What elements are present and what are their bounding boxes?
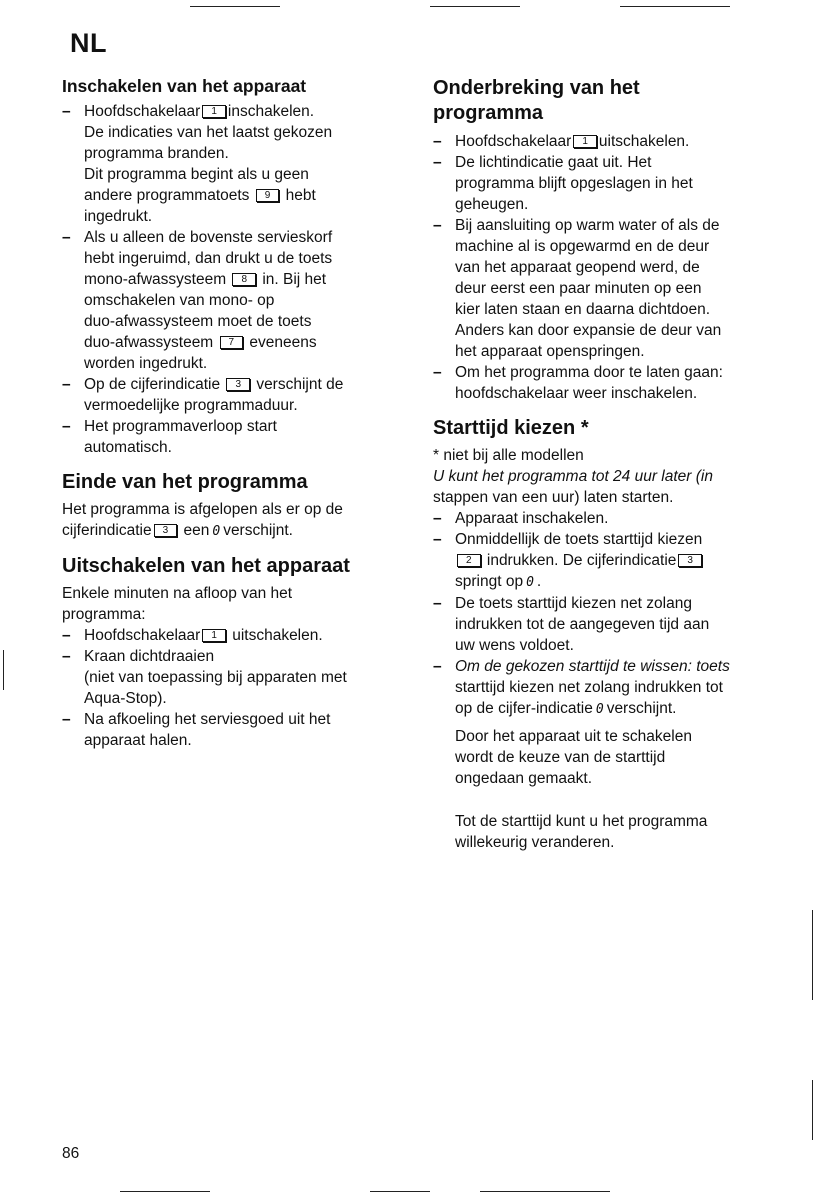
segment-digit-symbol: 0	[595, 702, 604, 717]
list-item: – Na afkoeling het serviesgoed uit het apparaat halen.	[62, 711, 331, 749]
dash-bullet: –	[62, 418, 71, 435]
left-column: Inschakelen van het apparaat – Hoofdschakelaar 1 inschakelen. De indicaties van het laatst gekozen programma branden. Dit programma begint als u geen andere programmatoets 9 hebt ingedrukt. – Als u alleen de bovenste servieskorf hebt ingeruimd, dan drukt u de toets mono-afwassysteem 8 in. Bij het omschakelen van mono- op duo-afwassysteem moet de toets duo-afwassysteem 7 eveneens worden ingedrukt. – Op de cijferindicatie 3 verschijnt de vermoedelijke programmaduur. – Het programmaverloop start automatisch. Einde van het programma Het programma is afgelopen als er op de cijferindicatie 3 een 0 verschijnt. Uitschakelen van het apparaat Enkele minuten na afloop van het programma: – Hoofdschakelaar 1 uitschakelen. – Kraan dichtdraaien (niet van toepassing bij apparaten met Aqua-Stop). – Na afkoeling het serviesgoed uit het apparaat halen.	[62, 76, 390, 751]
key-symbol: 3	[226, 378, 250, 391]
dash-bullet: –	[433, 510, 442, 527]
dash-bullet: –	[433, 217, 442, 234]
key-symbol: 2	[457, 554, 481, 567]
left-margin-mark	[3, 650, 4, 690]
key-symbol: 3	[154, 524, 178, 537]
dash-bullet: –	[62, 229, 71, 246]
section-heading: Inschakelen van het apparaat	[62, 76, 307, 96]
key-symbol: 1	[202, 629, 226, 642]
section-heading: Onderbreking van het programma	[433, 77, 640, 124]
list-item: – Om de gekozen starttijd te wissen: toets starttijd kiezen net zolang indrukken tot op de cijfer-indicatie 0 verschijnt. Door het apparaat uit te schakelen wordt de keuze van de starttijd ongedaan gemaakt.	[433, 658, 730, 787]
dash-bullet: –	[62, 648, 71, 665]
top-scan-line	[620, 6, 730, 7]
key-symbol: 7	[220, 336, 244, 349]
list-item: – Als u alleen de bovenste servieskorf hebt ingeruimd, dan drukt u de toets mono-afwassysteem 8 in. Bij het omschakelen van mono- op duo-afwassysteem moet de toets duo-afwassysteem 7 eveneens worden ingedrukt.	[62, 229, 333, 372]
list-item: – Bij aansluiting op warm water of als de machine al is opgewarmd en de deur van het apparaat geopend werd, de deur eerst een paar minuten op een kier laten staan en daarna dichtdoen. Anders kan door expansie de deur van het apparaat openspringen.	[433, 217, 722, 360]
dash-bullet: –	[433, 595, 442, 612]
dash-bullet: –	[433, 364, 442, 381]
right-margin-mark	[812, 1080, 813, 1140]
dash-bullet: –	[62, 376, 71, 393]
segment-digit-symbol: 0	[526, 575, 534, 590]
list-item: – Kraan dichtdraaien (niet van toepassing bij apparaten met Aqua-Stop).	[62, 648, 347, 707]
dash-bullet: –	[433, 154, 442, 171]
list-item: – Het programmaverloop start automatisch.	[62, 418, 277, 456]
key-symbol: 8	[232, 273, 256, 286]
key-symbol: 9	[256, 189, 280, 202]
list-item: – Apparaat inschakelen.	[433, 510, 609, 527]
segment-digit-symbol: 0	[212, 524, 221, 539]
dash-bullet: –	[433, 133, 442, 150]
bottom-scan-line	[480, 1191, 610, 1192]
dash-bullet: –	[433, 531, 442, 548]
list-item: – Hoofdschakelaar 1 inschakelen. De indicaties van het laatst gekozen programma branden. Dit programma begint als u geen andere programmatoets 9 hebt ingedrukt.	[62, 103, 333, 225]
page-number: 86	[62, 1145, 80, 1162]
list-item: – Onmiddellijk de toets starttijd kiezen 2 indrukken. De cijferindicatie 3 springt op 0 .	[433, 531, 703, 590]
section-heading: Einde van het programma	[62, 471, 308, 493]
key-symbol: 3	[678, 554, 702, 567]
top-scan-line	[430, 6, 520, 7]
list-item: – De toets starttijd kiezen net zolang indrukken tot de aangegeven tijd aan uw wens voldoet.	[433, 595, 710, 654]
list-item: – Hoofdschakelaar 1 uitschakelen.	[62, 627, 323, 644]
dash-bullet: –	[62, 103, 71, 120]
dash-bullet: –	[433, 658, 442, 675]
list-item: – Op de cijferindicatie 3 verschijnt de vermoedelijke programmaduur.	[62, 376, 344, 414]
right-column: Onderbreking van het programma – Hoofdschakelaar 1 uitschakelen. – De lichtindicatie gaat uit. Het programma blijft opgeslagen in het geheugen. – Bij aansluiting op warm water of als de machine al is opgewarmd en de deur van het apparaat geopend werd, de deur eerst een paar minuten op een kier laten staan en daarna dichtdoen. Anders kan door expansie de deur van het apparaat openspringen. – Om het programma door te laten gaan: hoofdschakelaar weer inschakelen. Starttijd kiezen * * niet bij alle modellen U kunt het programma tot 24 uur later (in stappen van een uur) laten starten. – Apparaat inschakelen. – Onmiddellijk de toets starttijd kiezen 2 indrukken. De cijferindicatie 3 springt op 0 . – De toets starttijd kiezen net zolang indrukken tot de aangegeven tijd aan uw wens voldoet. – Om de gekozen starttijd te wissen: toets starttijd kiezen net zolang indrukken tot op de cijfer-indicatie 0 verschijnt. Door het apparaat uit te schakelen wordt de keuze van de starttijd ongedaan gemaakt. Tot de starttijd kunt u het programma willekeurig veranderen.	[433, 76, 773, 853]
key-symbol: 1	[573, 135, 597, 148]
top-scan-line	[190, 6, 280, 7]
right-margin-mark	[812, 910, 813, 1000]
footnote: * niet bij alle modellen	[433, 447, 584, 464]
language-label: NL	[70, 28, 107, 58]
list-item: – De lichtindicatie gaat uit. Het programma blijft opgeslagen in het geheugen.	[433, 154, 693, 213]
dash-bullet: –	[62, 711, 71, 728]
list-item: – Om het programma door te laten gaan: hoofdschakelaar weer inschakelen.	[433, 364, 723, 402]
closing-paragraph: Tot de starttijd kunt u het programma willekeurig veranderen.	[455, 813, 708, 851]
list-item: – Hoofdschakelaar 1 uitschakelen.	[433, 133, 690, 150]
dash-bullet: –	[62, 627, 71, 644]
bottom-scan-line	[370, 1191, 430, 1192]
section-heading: Starttijd kiezen *	[433, 417, 589, 439]
bottom-scan-line	[120, 1191, 210, 1192]
key-symbol: 1	[202, 105, 226, 118]
section-heading: Uitschakelen van het apparaat	[62, 555, 350, 577]
